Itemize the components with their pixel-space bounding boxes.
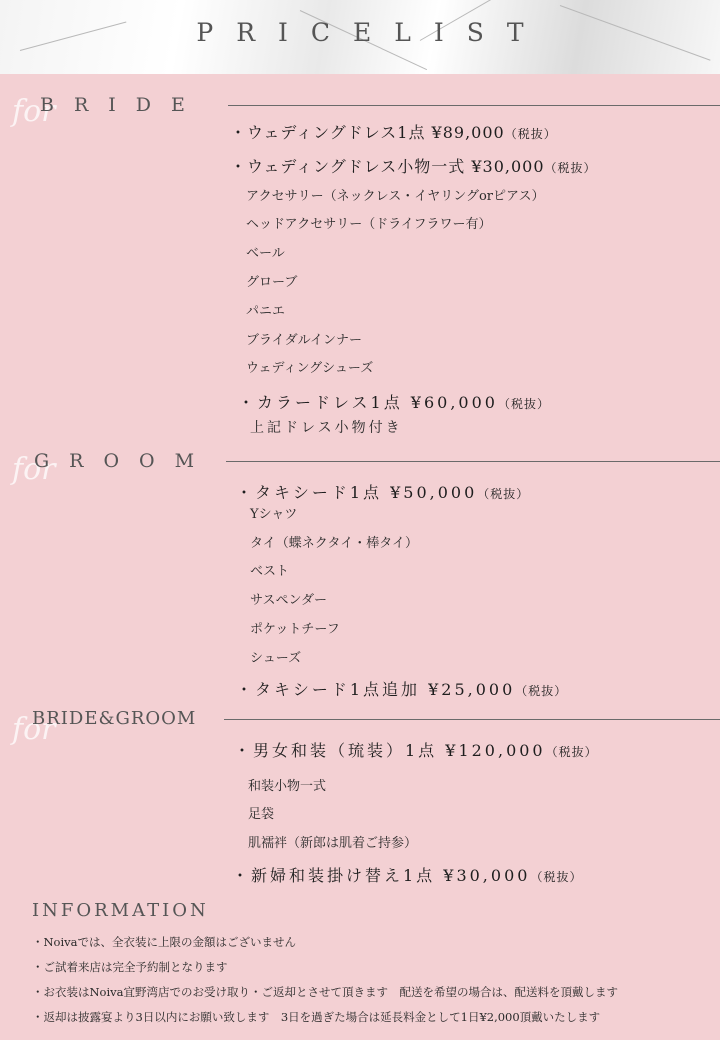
page-title: PRICELIST (196, 18, 547, 47)
marble-header (0, 0, 720, 74)
dress-accessories-price: ・ウェディングドレス小物一式 ¥30,000（税抜） (230, 157, 597, 176)
list-item: 和装小物一式 (248, 779, 327, 794)
section-title-bride-groom: BRIDE&GROOM (32, 708, 197, 729)
section-title-groom: GROOM (34, 450, 215, 472)
color-dress-price: ・カラードレス1点 ¥60,000（税抜） (238, 393, 550, 412)
info-line: ・ご試着来店は完全予約制となります (32, 960, 228, 974)
info-line: ・お衣装はNoiva宜野湾店でのお受け取り・ご返却とさせて頂きます 配送を希望の場合は、配送料を頂戴します (32, 985, 619, 999)
wasou-price: ・男女和装（琉装）1点 ¥120,000（税抜） (234, 741, 598, 760)
section-rule (224, 719, 720, 720)
list-item: ウェディングシューズ (246, 361, 374, 376)
list-item: グローブ (246, 275, 298, 290)
list-item: ベール (246, 246, 285, 261)
section-rule (226, 461, 720, 462)
section-rule (228, 105, 720, 106)
color-dress-note: 上記ドレス小物付き (250, 420, 403, 436)
tuxedo-extra-price: ・タキシード1点追加 ¥25,000（税抜） (236, 680, 568, 699)
list-item: ポケットチーフ (250, 622, 340, 637)
wedding-dress-price: ・ウェディングドレス1点 ¥89,000（税抜） (230, 123, 557, 142)
wasou-change-price: ・新婦和装掛け替え1点 ¥30,000（税抜） (232, 866, 583, 885)
info-line: ・Noivaでは、全衣装に上限の金額はございません (32, 935, 297, 949)
list-item: 足袋 (248, 807, 275, 822)
for-script: for (12, 452, 56, 487)
list-item: アクセサリー（ネックレス・イヤリングorピアス） (246, 189, 545, 204)
list-item: ブライダルインナー (246, 333, 362, 348)
list-item: シューズ (250, 651, 302, 666)
list-item: ヘッドアクセサリー（ドライフラワー有） (246, 217, 492, 232)
list-item: Yシャツ (250, 507, 298, 522)
info-line: ・返却は披露宴より3日以内にお願い致します 3日を過ぎた場合は延長料金として1日¥2,000頂戴いたします (32, 1010, 601, 1024)
section-title-bride: BRIDE (40, 94, 205, 116)
list-item: 肌襦袢（新郎は肌着ご持参） (248, 836, 418, 851)
list-item: タイ（蝶ネクタイ・棒タイ） (250, 536, 418, 551)
for-script: for (12, 94, 56, 129)
information-title: INFORMATION (32, 900, 209, 921)
section-groom-header (0, 448, 720, 487)
list-item: ベスト (250, 564, 290, 579)
list-item: パニエ (246, 304, 286, 319)
list-item: サスペンダー (250, 593, 327, 608)
section-both-header (0, 706, 720, 747)
tuxedo-price: ・タキシード1点 ¥50,000（税抜） (236, 483, 530, 502)
section-bride-header (0, 92, 720, 129)
for-script: for (12, 712, 56, 747)
